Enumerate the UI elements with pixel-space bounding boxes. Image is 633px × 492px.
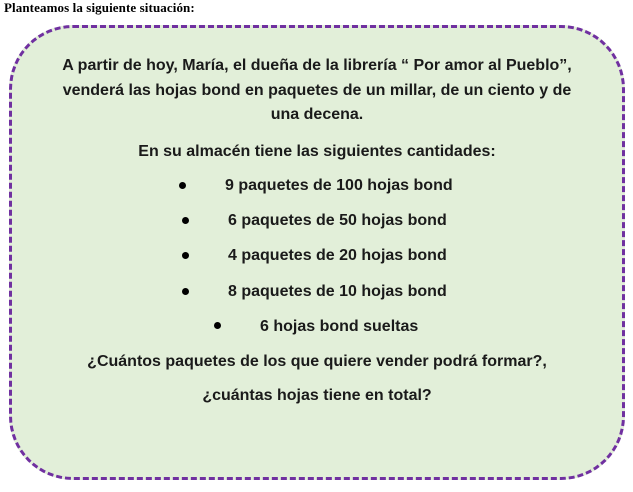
question-line-1: ¿Cuántos paquetes de los que quiere vender podrá formar?, (87, 353, 547, 370)
bullet-icon (182, 217, 189, 224)
stock-item-5: 6 hojas bond sueltas (260, 318, 419, 335)
bullet-icon (214, 322, 221, 329)
bullet-icon (179, 182, 186, 189)
bullet-icon (182, 252, 189, 259)
section-heading: Planteamos la siguiente situación: (4, 0, 195, 15)
stock-item-4: 8 paquetes de 10 hojas bond (228, 283, 447, 300)
stock-item-3: 4 paquetes de 20 hojas bond (228, 247, 447, 264)
paragraph-line-1: A partir de hoy, María, el dueña de la librería “ Por amor al Pueblo”, (62, 57, 572, 74)
paragraph-line-2: venderá las hojas bond en paquetes de un millar, de un ciento y de (62, 82, 572, 99)
stock-item-2: 6 paquetes de 50 hojas bond (228, 212, 447, 229)
question-line-2: ¿cuántas hojas tiene en total? (202, 387, 432, 404)
stock-intro: En su almacén tiene las siguientes cantidades: (138, 143, 496, 160)
stock-item-1: 9 paquetes de 100 hojas bond (225, 177, 453, 194)
paragraph-line-3: una decena. (270, 106, 364, 123)
bullet-icon (182, 288, 189, 295)
